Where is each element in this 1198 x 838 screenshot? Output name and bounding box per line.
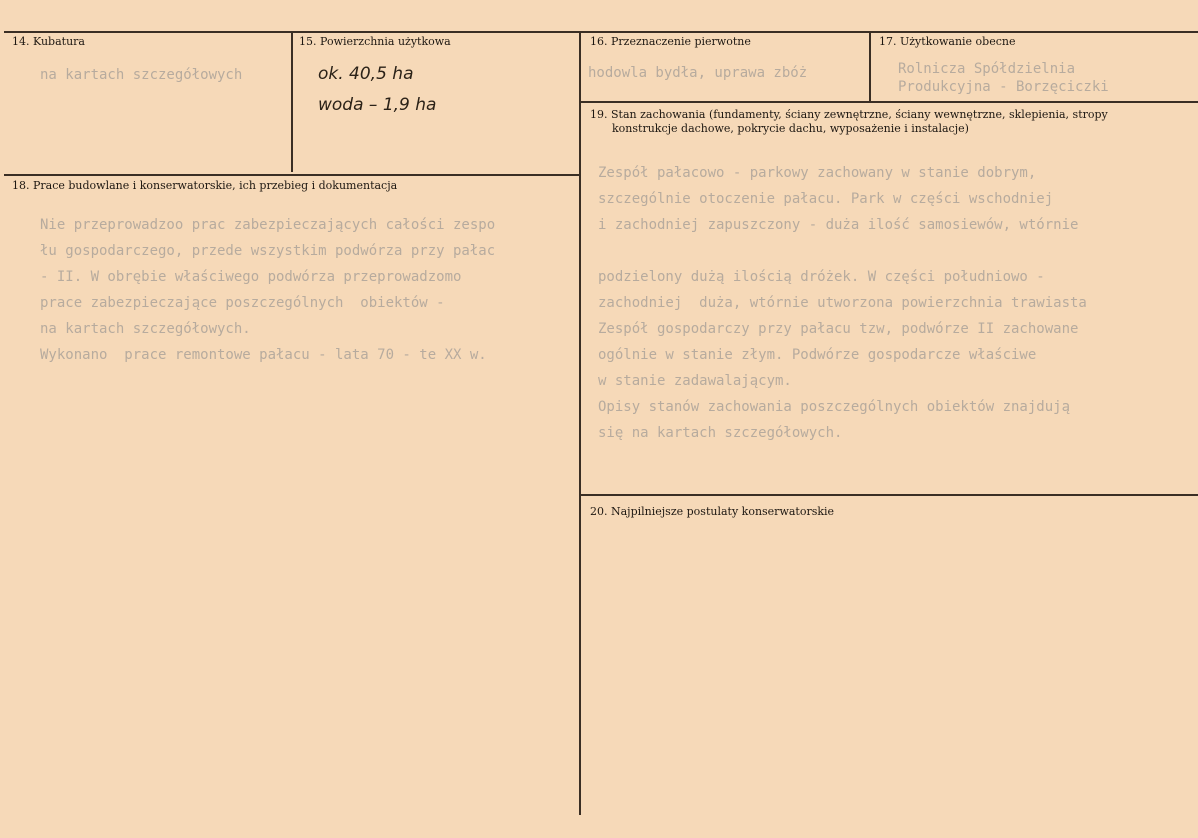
left-vertical-divider	[291, 31, 293, 172]
field-15-value-line-2: woda – 1,9 ha	[318, 95, 437, 115]
field-19-label-continued: konstrukcje dachowe, pokrycie dachu, wyposażenie i instalacje)	[612, 122, 969, 135]
top-border	[4, 31, 1198, 33]
field-19-label: 19. Stan zachowania (fundamenty, ściany zewnętrzne, ściany wewnętrzne, sklepienia, stropy	[590, 108, 1108, 121]
field-20-label: 20. Najpilniejsze postulaty konserwatorskie	[590, 505, 835, 518]
right-upper-horizontal-divider	[581, 101, 1198, 103]
center-vertical-divider	[579, 31, 581, 815]
field-18-text: Nie przeprowadzoo prac zabezpieczających całości zespo łu gospodarczego, przede wszystkim podwórza przy pałac - II. W obrębie właściwego podwórza przeprowadzomo prace zabezpieczające poszczególnych obiektów - na kartach szczegółowych. Wykonano prace remontowe pałacu - lata 70 - te XX w.	[40, 217, 496, 363]
field-18-label: 18. Prace budowlane i konserwatorskie, ich przebieg i dokumentacja	[12, 179, 398, 192]
field-16-label: 16. Przeznaczenie pierwotne	[590, 35, 751, 48]
field-17-label: 17. Użytkowanie obecne	[879, 35, 1016, 48]
left-horizontal-divider	[4, 174, 580, 176]
right-vertical-divider	[869, 31, 871, 102]
field-15-value-line-1: ok. 40,5 ha	[318, 64, 414, 84]
field-14-label: 14. Kubatura	[12, 35, 85, 48]
field-17-value-line-1: Rolnicza Spółdzielnia	[898, 61, 1076, 77]
field-15-label: 15. Powierzchnia użytkowa	[299, 35, 451, 48]
field-17-value-line-2: Produkcyjna - Borzęciczki	[898, 79, 1109, 95]
field-14-value: na kartach szczegółowych	[40, 67, 243, 83]
right-lower-horizontal-divider	[581, 494, 1198, 496]
field-19-text: Zespół pałacowo - parkowy zachowany w stanie dobrym, szczególnie otoczenie pałacu. Park w części wschodniej i zachodniej zapuszczony - duża ilość samosiewów, wtórnie podzielony dużą ilością dróżek. W części południowo - zachodniej duża, wtórnie utworzona powierzchnia trawiasta Zespół gospodarczy przy pałacu tzw, podwórze II zachowane ogólnie w stanie złym. Podwórze gospodarcze właściwe w stanie zadawalającym. Opisy stanów zachowania poszczególnych obiektów znajdują się na kartach szczegółowych.	[598, 165, 1087, 441]
field-16-value: hodowla bydła, uprawa zbóż	[588, 65, 808, 81]
